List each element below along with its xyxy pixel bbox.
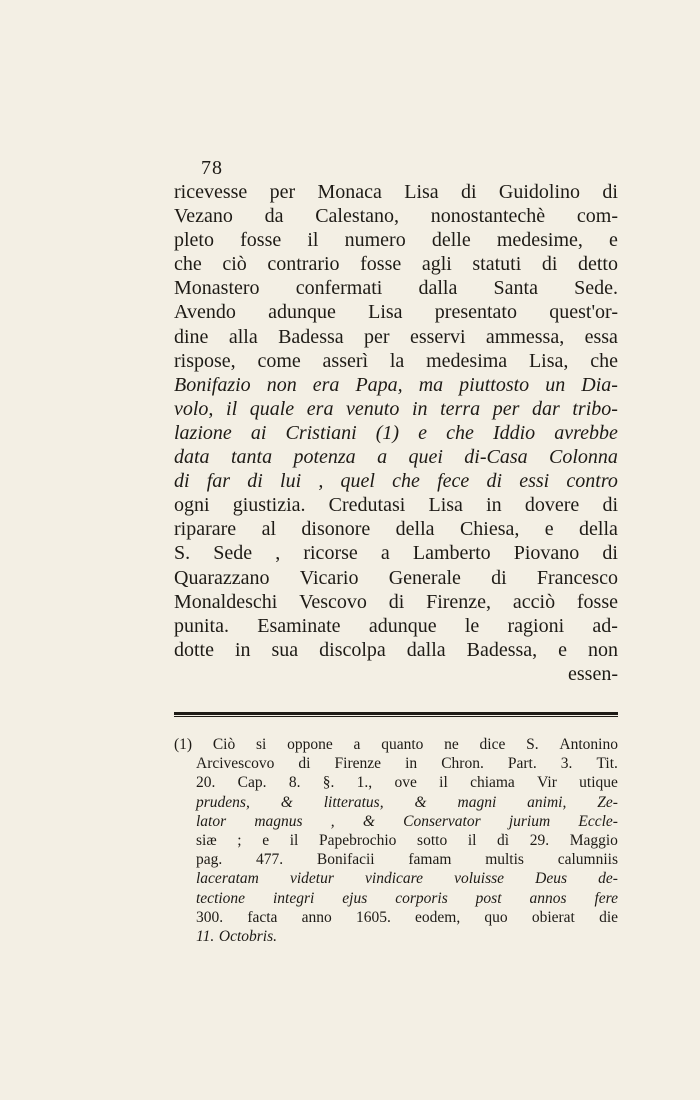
footnote-line: Arcivescovo di Firenze in Chron. Part. 3. Tit.	[196, 755, 618, 773]
text-line: ricevesse per Monaca Lisa di Guidolino di	[174, 181, 618, 203]
page-number: 78	[201, 157, 223, 179]
text-line: Monaldeschi Vescovo di Firenze, acciò fosse	[174, 590, 618, 613]
footnote-line: 300. facta anno 1605. eodem, quo obierat die	[196, 908, 618, 926]
text-line: ogni giustizia. Credutasi Lisa in dovere di	[174, 494, 618, 517]
footnote-line: laceratam videtur vindicare voluisse Deus de-	[196, 870, 618, 888]
text-line: di far di lui , quel che fece di essi contro	[174, 470, 618, 493]
footnote-line: lator magnus , & Conservator jurium Eccle-	[196, 812, 618, 830]
footnote-line: tectione integri ejus corporis post annos fere	[196, 889, 618, 907]
footnote-line: 11. Octobris.	[196, 927, 277, 945]
text-line: Bonifazio non era Papa, ma piuttosto un Dia-	[174, 373, 618, 396]
text-line: Vezano da Calestano, nonostantechè com-	[174, 205, 618, 228]
text-line: che ciò contrario fosse agli statuti di detto	[174, 253, 618, 276]
footnote-block	[174, 735, 618, 946]
text-line: dine alla Badessa per esservi ammessa, essa	[174, 325, 618, 348]
text-line: dotte in sua discolpa dalla Badessa, e non	[174, 638, 618, 661]
text-line: riparare al disonore della Chiesa, e della	[174, 518, 618, 541]
text-line: Quarazzano Vicario Generale di Francesco	[174, 566, 618, 589]
text-line: punita. Esaminate adunque le ragioni ad-	[174, 614, 618, 637]
text-line: volo, il quale era venuto in terra per dar tribo-	[174, 397, 618, 420]
catchword: essen-	[568, 662, 618, 685]
text-line: Avendo adunque Lisa presentato quest'or-	[174, 301, 618, 324]
footnote-line: 20. Cap. 8. §. 1., ove il chiama Vir utique	[196, 774, 618, 792]
text-line: Monastero confermati dalla Santa Sede.	[174, 277, 618, 300]
main-text-block	[174, 180, 618, 686]
footnote-line: (1) Ciò si oppone a quanto ne dice S. Antonino	[174, 736, 618, 753]
footnote-line: prudens, & litteratus, & magni animi, Ze-	[196, 793, 618, 811]
text-line: rispose, come asserì la medesima Lisa, che	[174, 349, 618, 372]
footnote-line: siæ ; e il Papebrochio sotto il dì 29. Maggio	[196, 831, 618, 849]
text-line: pleto fosse il numero delle medesime, e	[174, 229, 618, 252]
footnote-separator-rule	[174, 712, 618, 717]
text-line: lazione ai Cristiani (1) e che Iddio avrebbe	[174, 421, 618, 444]
text-line: data tanta potenza a quei di-Casa Colonna	[174, 446, 618, 469]
footnote-line: pag. 477. Bonifacii famam multis calumniis	[196, 851, 618, 869]
text-line: S. Sede , ricorse a Lamberto Piovano di	[174, 542, 618, 565]
